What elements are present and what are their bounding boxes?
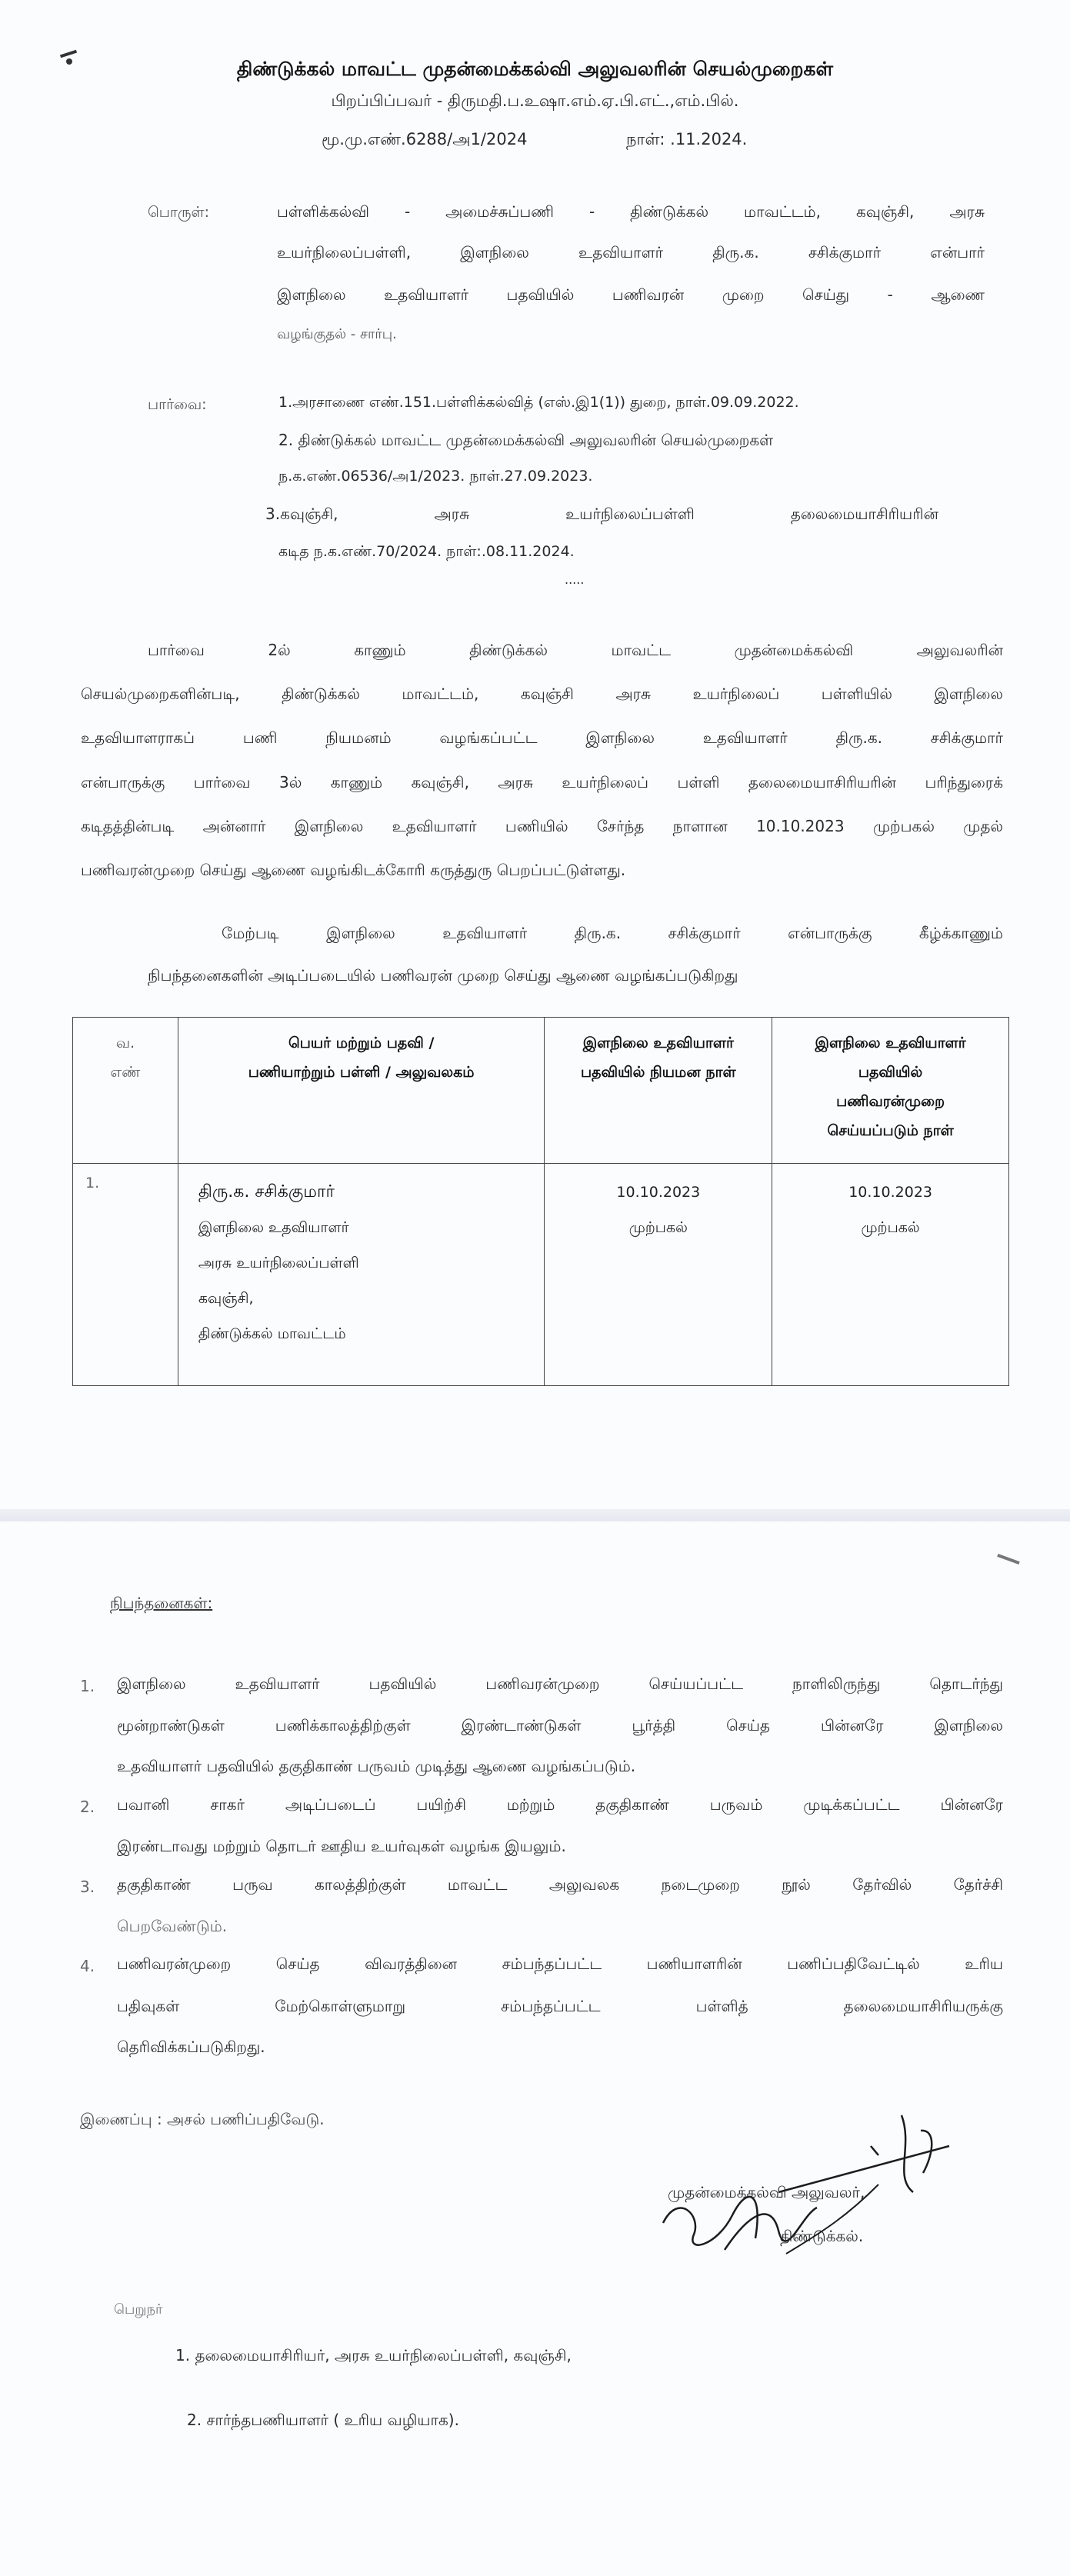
body-line: மேற்படி இளநிலை உதவியாளர் திரு.க. சசிக்குமார் என்பாருக்கு கீழ்க்காணும்: [222, 924, 1003, 942]
cell-sno: 1.: [73, 1164, 178, 1386]
condition-line: பணிவரன்முறை செய்த விவரத்தினை சம்பந்தப்பட்ட பணியாளரின் பணிப்பதிவேட்டில் உரிய: [117, 1954, 1003, 1973]
column-header-appointment-date: இளநிலை உதவியாளர் பதவியில் நியமன நாள்: [545, 1018, 772, 1164]
body-line: நிபந்தனைகளின் அடிப்படையில் பணிவரன் முறை செய்து ஆணை வழங்கப்படுகிறது: [148, 966, 738, 985]
column-header-regularised-date: இளநிலை உதவியாளர் பதவியில் பணிவரன்முறை செய்யப்படும் நாள்: [772, 1018, 1009, 1164]
condition-line: பதிவுகள் மேற்கொள்ளுமாறு சம்பந்தப்பட்ட பள்ளித் தலைமையாசிரியருக்கு: [117, 1997, 1003, 2015]
body-line: செயல்முறைகளின்படி, திண்டுக்கல் மாவட்டம், கவுஞ்சி அரசு உயர்நிலைப் பள்ளியில் இளநிலை: [81, 685, 1003, 703]
condition-line: இரண்டாவது மற்றும் தொடர் ஊதிய உயர்வுகள் வழங்க இயலும்.: [117, 1837, 566, 1855]
subject-label: பொருள்:: [148, 204, 210, 221]
body-line: கடிதத்தின்படி அன்னார் இளநிலை உதவியாளர் பணியில் சேர்ந்த நாளான 10.10.2023 முற்பகல் முதல்: [81, 817, 1003, 835]
regularisation-table: [72, 1017, 1009, 1386]
signatory-place: திண்டுக்கல்.: [780, 2227, 864, 2245]
body-line: என்பாருக்கு பார்வை 3ல் காணும் கவுஞ்சி, அரசு உயர்நிலைப் பள்ளி தலைமையாசிரியரின் பரிந்துரைக்: [81, 773, 1003, 791]
cell-appointment-date: 10.10.2023 முற்பகல்: [545, 1164, 772, 1386]
condition-number: 3.: [80, 1878, 95, 1896]
reference-line: 1.அரசாணை எண்.151.பள்ளிக்கல்வித் (எஸ்.இ1(1)) துறை, நாள்.09.09.2022.: [278, 394, 799, 411]
condition-number: 1.: [80, 1677, 95, 1695]
references-label: பார்வை:: [148, 396, 207, 413]
enclosure-note: இணைப்பு : அசல் பணிப்பதிவேடு.: [80, 2110, 325, 2128]
condition-number: 2.: [80, 1798, 95, 1816]
cell-employee: திரு.க. சசிக்குமார் இளநிலை உதவியாளர் அரசு உயர்நிலைப்பள்ளி கவுஞ்சி, திண்டுக்கல் மாவட்டம்: [178, 1164, 545, 1386]
issuer-line: பிறப்பிப்பவர் - திருமதி.ப.உஷா.எம்.ஏ.பி.எட்.,எம்.பில்.: [331, 92, 739, 110]
reference-line: 3.கவுஞ்சி, அரசு உயர்நிலைப்பள்ளி தலைமையாசிரியரின்: [265, 505, 938, 523]
table-header-row: [73, 1018, 1009, 1164]
condition-line: இளநிலை உதவியாளர் பதவியில் பணிவரன்முறை செய்யப்பட்ட நாளிலிருந்து தொடர்ந்து: [117, 1675, 1003, 1693]
copy-to-item: 2. சார்ந்தபணியாளர் ( உரிய வழியாக).: [187, 2411, 459, 2429]
copy-to-item: 1. தலைமையாசிரியர், அரசு உயர்நிலைப்பள்ளி, கவுஞ்சி,: [175, 2346, 572, 2364]
signatory-title: முதன்மைக்கல்வி அலுவலர்,: [668, 2183, 865, 2201]
condition-line: மூன்றாண்டுகள் பணிக்காலத்திற்குள் இரண்டாண்டுகள் பூர்த்தி செய்த பின்னரே இளநிலை: [117, 1716, 1003, 1735]
condition-line: தகுதிகாண் பருவ காலத்திற்குள் மாவட்ட அலுவலக நடைமுறை நூல் தேர்வில் தேர்ச்சி: [117, 1875, 1003, 1894]
column-header-name: பெயர் மற்றும் பதவி / பணியாற்றும் பள்ளி / அலுவலகம்: [178, 1018, 545, 1164]
condition-number: 4.: [80, 1957, 95, 1975]
reference-line: 2. திண்டுக்கல் மாவட்ட முதன்மைக்கல்வி அலுவலரின் செயல்முறைகள்: [278, 431, 774, 449]
order-date: நாள்: .11.2024.: [626, 130, 748, 148]
subject-line: உயர்நிலைப்பள்ளி, இளநிலை உதவியாளர் திரு.க. சசிக்குமார் என்பார்: [277, 243, 985, 262]
subject-line: இளநிலை உதவியாளர் பதவியில் பணிவரன் முறை செய்து - ஆணை: [277, 285, 985, 304]
subject-line: வழங்குதல் - சார்பு.: [277, 326, 397, 342]
reference-line: ந.க.எண்.06536/அ1/2023. நாள்.27.09.2023.: [278, 468, 593, 485]
column-header-sno: வ. எண்: [73, 1018, 178, 1164]
body-line: உதவியாளராகப் பணி நியமனம் வழங்கப்பட்ட இளநிலை உதவியாளர் திரு.க. சசிக்குமார்: [81, 728, 1003, 747]
condition-line: பெறவேண்டும்.: [117, 1917, 228, 1935]
reference-end-mark: .....: [565, 572, 585, 587]
conditions-title: நிபந்தனைகள்:: [110, 1594, 213, 1612]
reference-number: மூ.மு.எண்.6288/அ1/2024: [322, 130, 528, 148]
reference-line: கடித ந.க.எண்.70/2024. நாள்:.08.11.2024.: [278, 543, 575, 560]
subject-line: பள்ளிக்கல்வி - அமைச்சுப்பணி - திண்டுக்கல் மாவட்டம், கவுஞ்சி, அரசு: [277, 202, 985, 221]
office-title: திண்டுக்கல் மாவட்ட முதன்மைக்கல்வி அலுவலரின் செயல்முறைகள்: [236, 58, 834, 80]
cell-regularised-date: 10.10.2023 முற்பகல்: [772, 1164, 1009, 1386]
condition-line: தெரிவிக்கப்படுகிறது.: [117, 2038, 265, 2056]
condition-line: உதவியாளர் பதவியில் தகுதிகாண் பருவம் முடித்து ஆணை வழங்கப்படும்.: [117, 1757, 636, 1775]
body-line: பார்வை 2ல் காணும் திண்டுக்கல் மாவட்ட முதன்மைக்கல்வி அலுவலரின்: [148, 641, 1003, 659]
body-line: பணிவரன்முறை செய்து ஆணை வழங்கிடக்கோரி கருத்துரு பெறப்பட்டுள்ளது.: [81, 861, 626, 879]
table-row: [73, 1164, 1009, 1386]
copy-to-label: பெறுநர்: [114, 2301, 163, 2318]
condition-line: பவானி சாகர் அடிப்படைப் பயிற்சி மற்றும் தகுதிகாண் பருவம் முடிக்கப்பட்ட பின்னரே: [117, 1795, 1003, 1814]
